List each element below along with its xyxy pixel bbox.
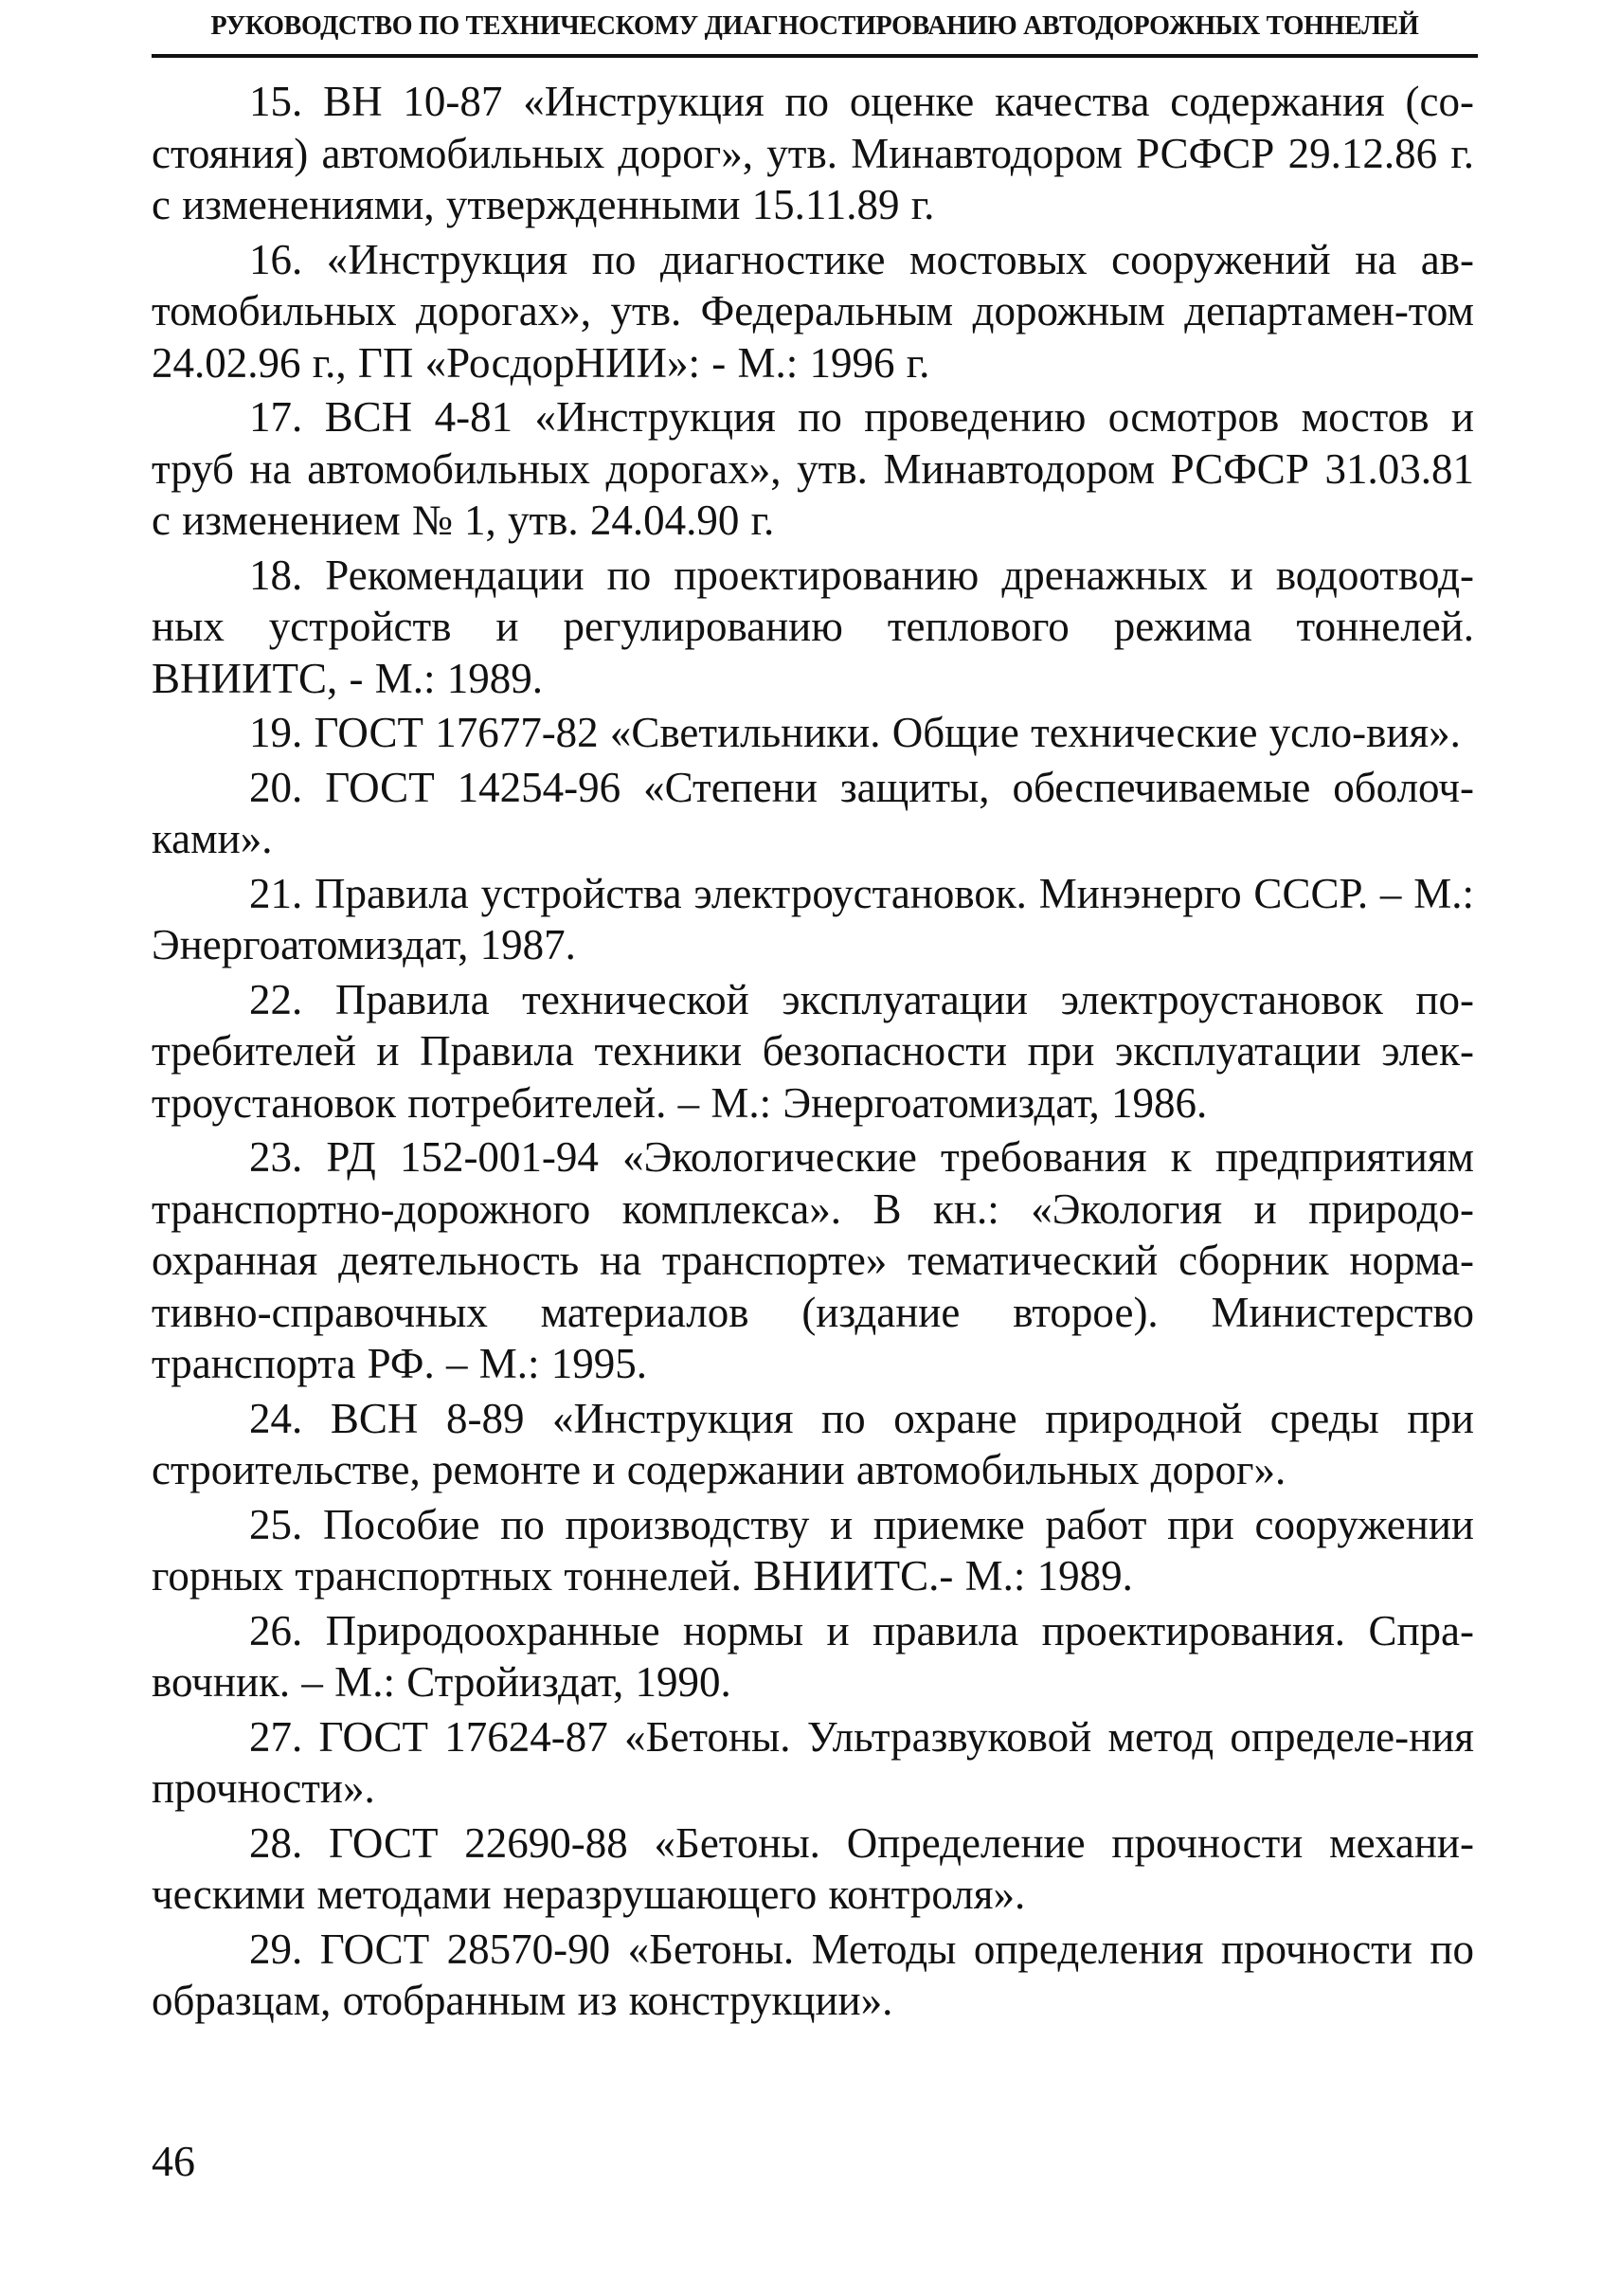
- reference-item-20: 20. ГОСТ 14254-96 «Степени защиты, обеспечиваемые оболоч-ками».: [152, 763, 1474, 862]
- running-header: РУКОВОДСТВО ПО ТЕХНИЧЕСКОМУ ДИАГНОСТИРОВАНИЮ АВТОДОРОЖНЫХ ТОННЕЛЕЙ: [210, 11, 1419, 41]
- header-rule: [152, 54, 1478, 58]
- reference-item-27: 27. ГОСТ 17624-87 «Бетоны. Ультразвуковой метод определе-ния прочности».: [152, 1712, 1474, 1812]
- reference-item-24: 24. ВСН 8-89 «Инструкция по охране природной среды при строительстве, ремонте и содержании автомобильных дорог».: [152, 1394, 1474, 1493]
- reference-item-25: 25. Пособие по производству и приемке работ при сооружении горных транспортных тоннелей. ВНИИТС.- М.: 1989.: [152, 1500, 1474, 1600]
- reference-item-26: 26. Природоохранные нормы и правила проектирования. Спра-вочник. – М.: Стройиздат, 1990.: [152, 1606, 1474, 1706]
- reference-list: [152, 76, 1474, 2030]
- reference-item-18: 18. Рекомендации по проектированию дренажных и водоотвод-ных устройств и регулированию теплового режима тоннелей. ВНИИТС, - М.: 1989.: [152, 551, 1474, 702]
- reference-item-28: 28. ГОСТ 22690-88 «Бетоны. Определение прочности механи-ческими методами неразрушающего контроля».: [152, 1818, 1474, 1918]
- reference-item-23: 23. РД 152-001-94 «Экологические требования к предприятиям транспортно-дорожного комплекса». В кн.: «Экология и природо-охранная деятельность на транспорте» тематический сборник норма-тивно-справочных материалов (издание второе). Министерство транспорта РФ. – М.: 1995.: [152, 1133, 1474, 1387]
- reference-item-19: 19. ГОСТ 17677-82 «Светильники. Общие технические усло-вия».: [249, 709, 1461, 756]
- reference-item-17: 17. ВСН 4-81 «Инструкция по проведению осмотров мостов и труб на автомобильных дорогах», утв. Минавтодором РСФСР 31.03.81 с изменением № 1, утв. 24.04.90 г.: [152, 393, 1474, 544]
- reference-item-16: 16. «Инструкция по диагностике мостовых сооружений на ав-томобильных дорогах», утв. Федеральным дорожным департамен-том 24.02.96 г., ГП «РосдорНИИ»: - М.: 1996 г.: [152, 235, 1474, 387]
- reference-item-22: 22. Правила технической эксплуатации электроустановок по-требителей и Правила техники безопасности при эксплуатации элек-троустановок потребителей. – М.: Энергоатомиздат, 1986.: [152, 975, 1474, 1127]
- reference-item-29: 29. ГОСТ 28570-90 «Бетоны. Методы определения прочности по образцам, отобранным из конструкции».: [152, 1925, 1474, 2024]
- reference-item-15: 15. ВН 10-87 «Инструкция по оценке качества содержания (со-стояния) автомобильных дорог», утв. Минавтодором РСФСР 29.12.86 г. с изменениями, утвержденными 15.11.89 г.: [152, 78, 1474, 228]
- page-number: 46: [152, 2137, 195, 2185]
- reference-item-21: 21. Правила устройства электроустановок. Минэнерго СССР. – М.: Энергоатомиздат, 1987.: [152, 869, 1474, 968]
